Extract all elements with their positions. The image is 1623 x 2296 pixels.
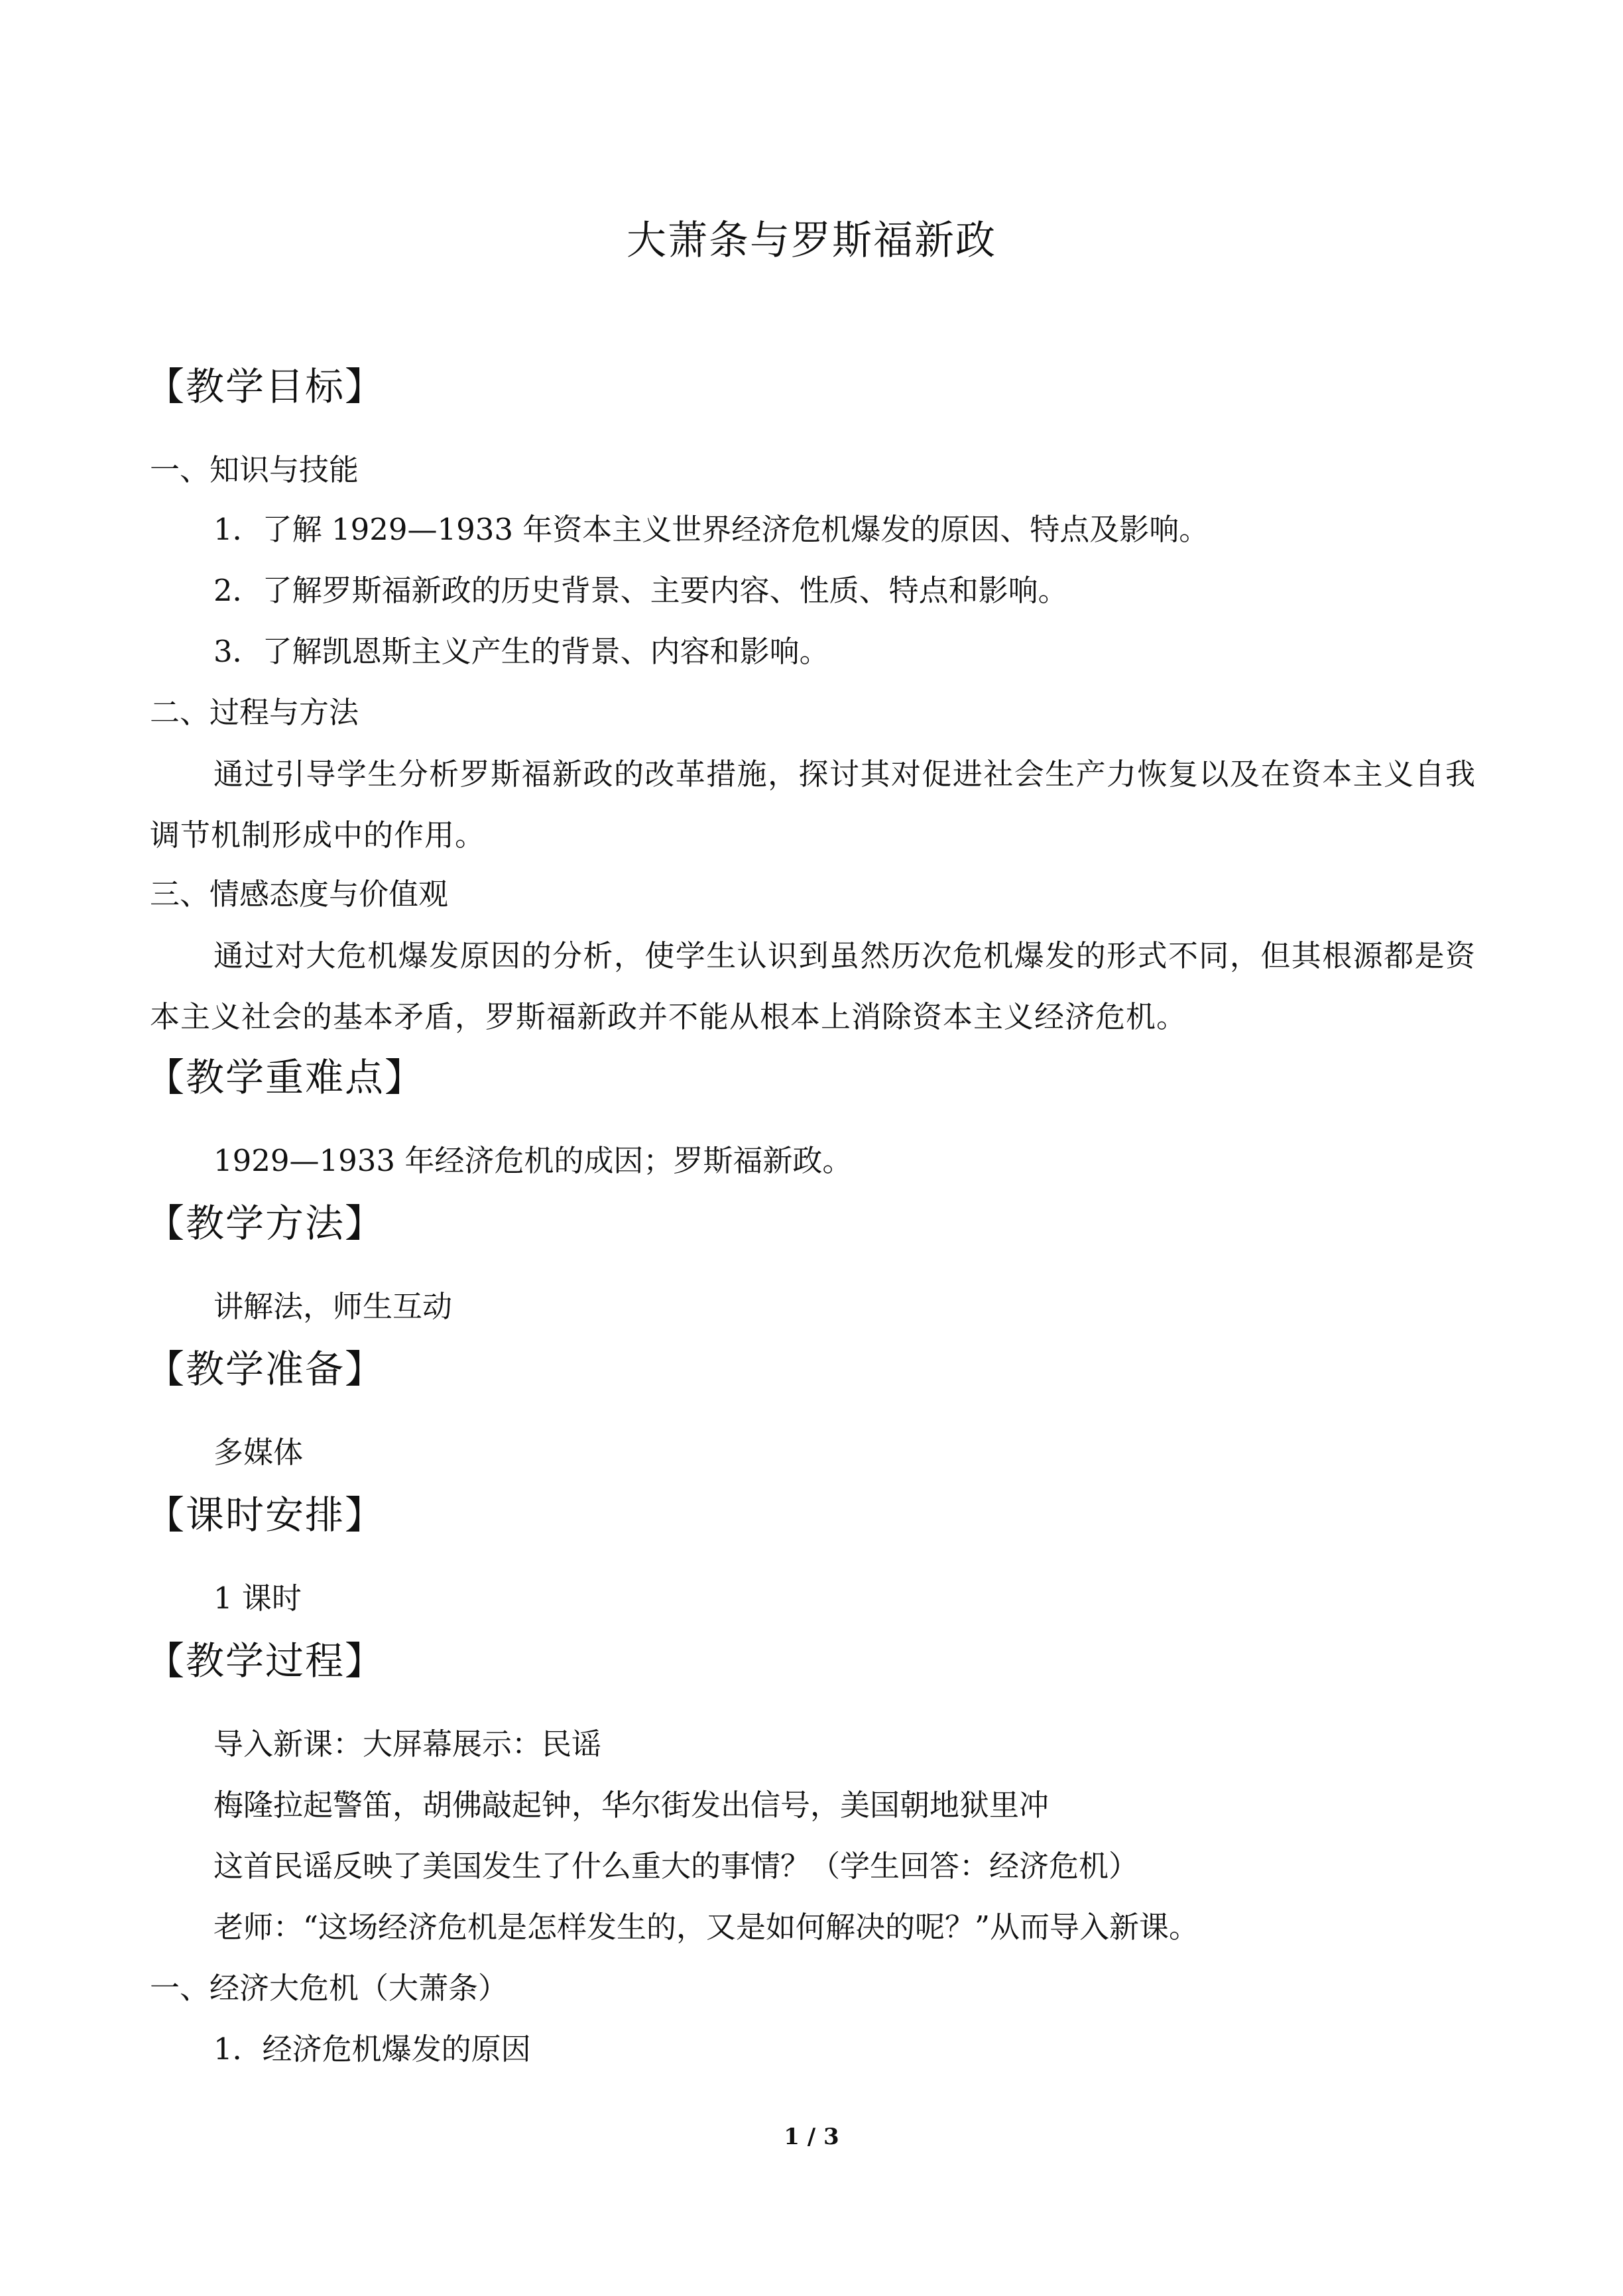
- procedure-line-4: 老师：“这场经济危机是怎样发生的，又是如何解决的呢？”从而导入新课。: [213, 1909, 1199, 1945]
- page-number: 1 / 3: [784, 2124, 839, 2150]
- heading-key-points: 【教学重难点】: [146, 1055, 425, 1100]
- process-paragraph: 通过引导学生分析罗斯福新政的改革措施，探讨其对促进社会生产力恢复以及在资本主义自我调节机制形成中的作用。: [150, 756, 1476, 853]
- heading-objectives: 【教学目标】: [146, 364, 385, 409]
- procedure-section-1-item-1: 1．经济危机爆发的原因: [213, 2031, 531, 2067]
- knowledge-item-1: 1．了解 1929—1933 年资本主义世界经济危机爆发的原因、特点及影响。: [213, 512, 1209, 547]
- subheading-process: 二、过程与方法: [150, 695, 359, 730]
- procedure-line-3: 这首民谣反映了美国发生了什么重大的事情？（学生回答：经济危机）: [213, 1848, 1139, 1884]
- subheading-emotion: 三、情感态度与价值观: [150, 876, 449, 912]
- emotion-paragraph: 通过对大危机爆发原因的分析，使学生认识到虽然历次危机爆发的形式不同，但其根源都是资本主义社会的基本矛盾，罗斯福新政并不能从根本上消除资本主义经济危机。: [150, 938, 1476, 1034]
- key-points-text: 1929—1933 年经济危机的成因；罗斯福新政。: [213, 1143, 853, 1178]
- heading-procedure: 【教学过程】: [146, 1638, 385, 1683]
- schedule-text: 1 课时: [213, 1581, 302, 1616]
- preparation-text: 多媒体: [213, 1435, 304, 1470]
- methods-text: 讲解法，师生互动: [213, 1289, 453, 1324]
- subheading-knowledge: 一、知识与技能: [150, 452, 359, 487]
- procedure-section-1: 一、经济大危机（大萧条）: [150, 1970, 509, 2006]
- heading-schedule: 【课时安排】: [146, 1492, 385, 1538]
- procedure-line-2: 梅隆拉起警笛，胡佛敲起钟，华尔街发出信号，美国朝地狱里冲: [213, 1787, 1050, 1823]
- heading-methods: 【教学方法】: [146, 1201, 385, 1246]
- heading-preparation: 【教学准备】: [146, 1347, 385, 1392]
- knowledge-item-2: 2．了解罗斯福新政的历史背景、主要内容、性质、特点和影响。: [213, 573, 1068, 608]
- document-title: 大萧条与罗斯福新政: [627, 217, 996, 264]
- knowledge-item-3: 3．了解凯恩斯主义产生的背景、内容和影响。: [213, 634, 829, 669]
- procedure-line-1: 导入新课：大屏幕展示：民谣: [213, 1726, 602, 1762]
